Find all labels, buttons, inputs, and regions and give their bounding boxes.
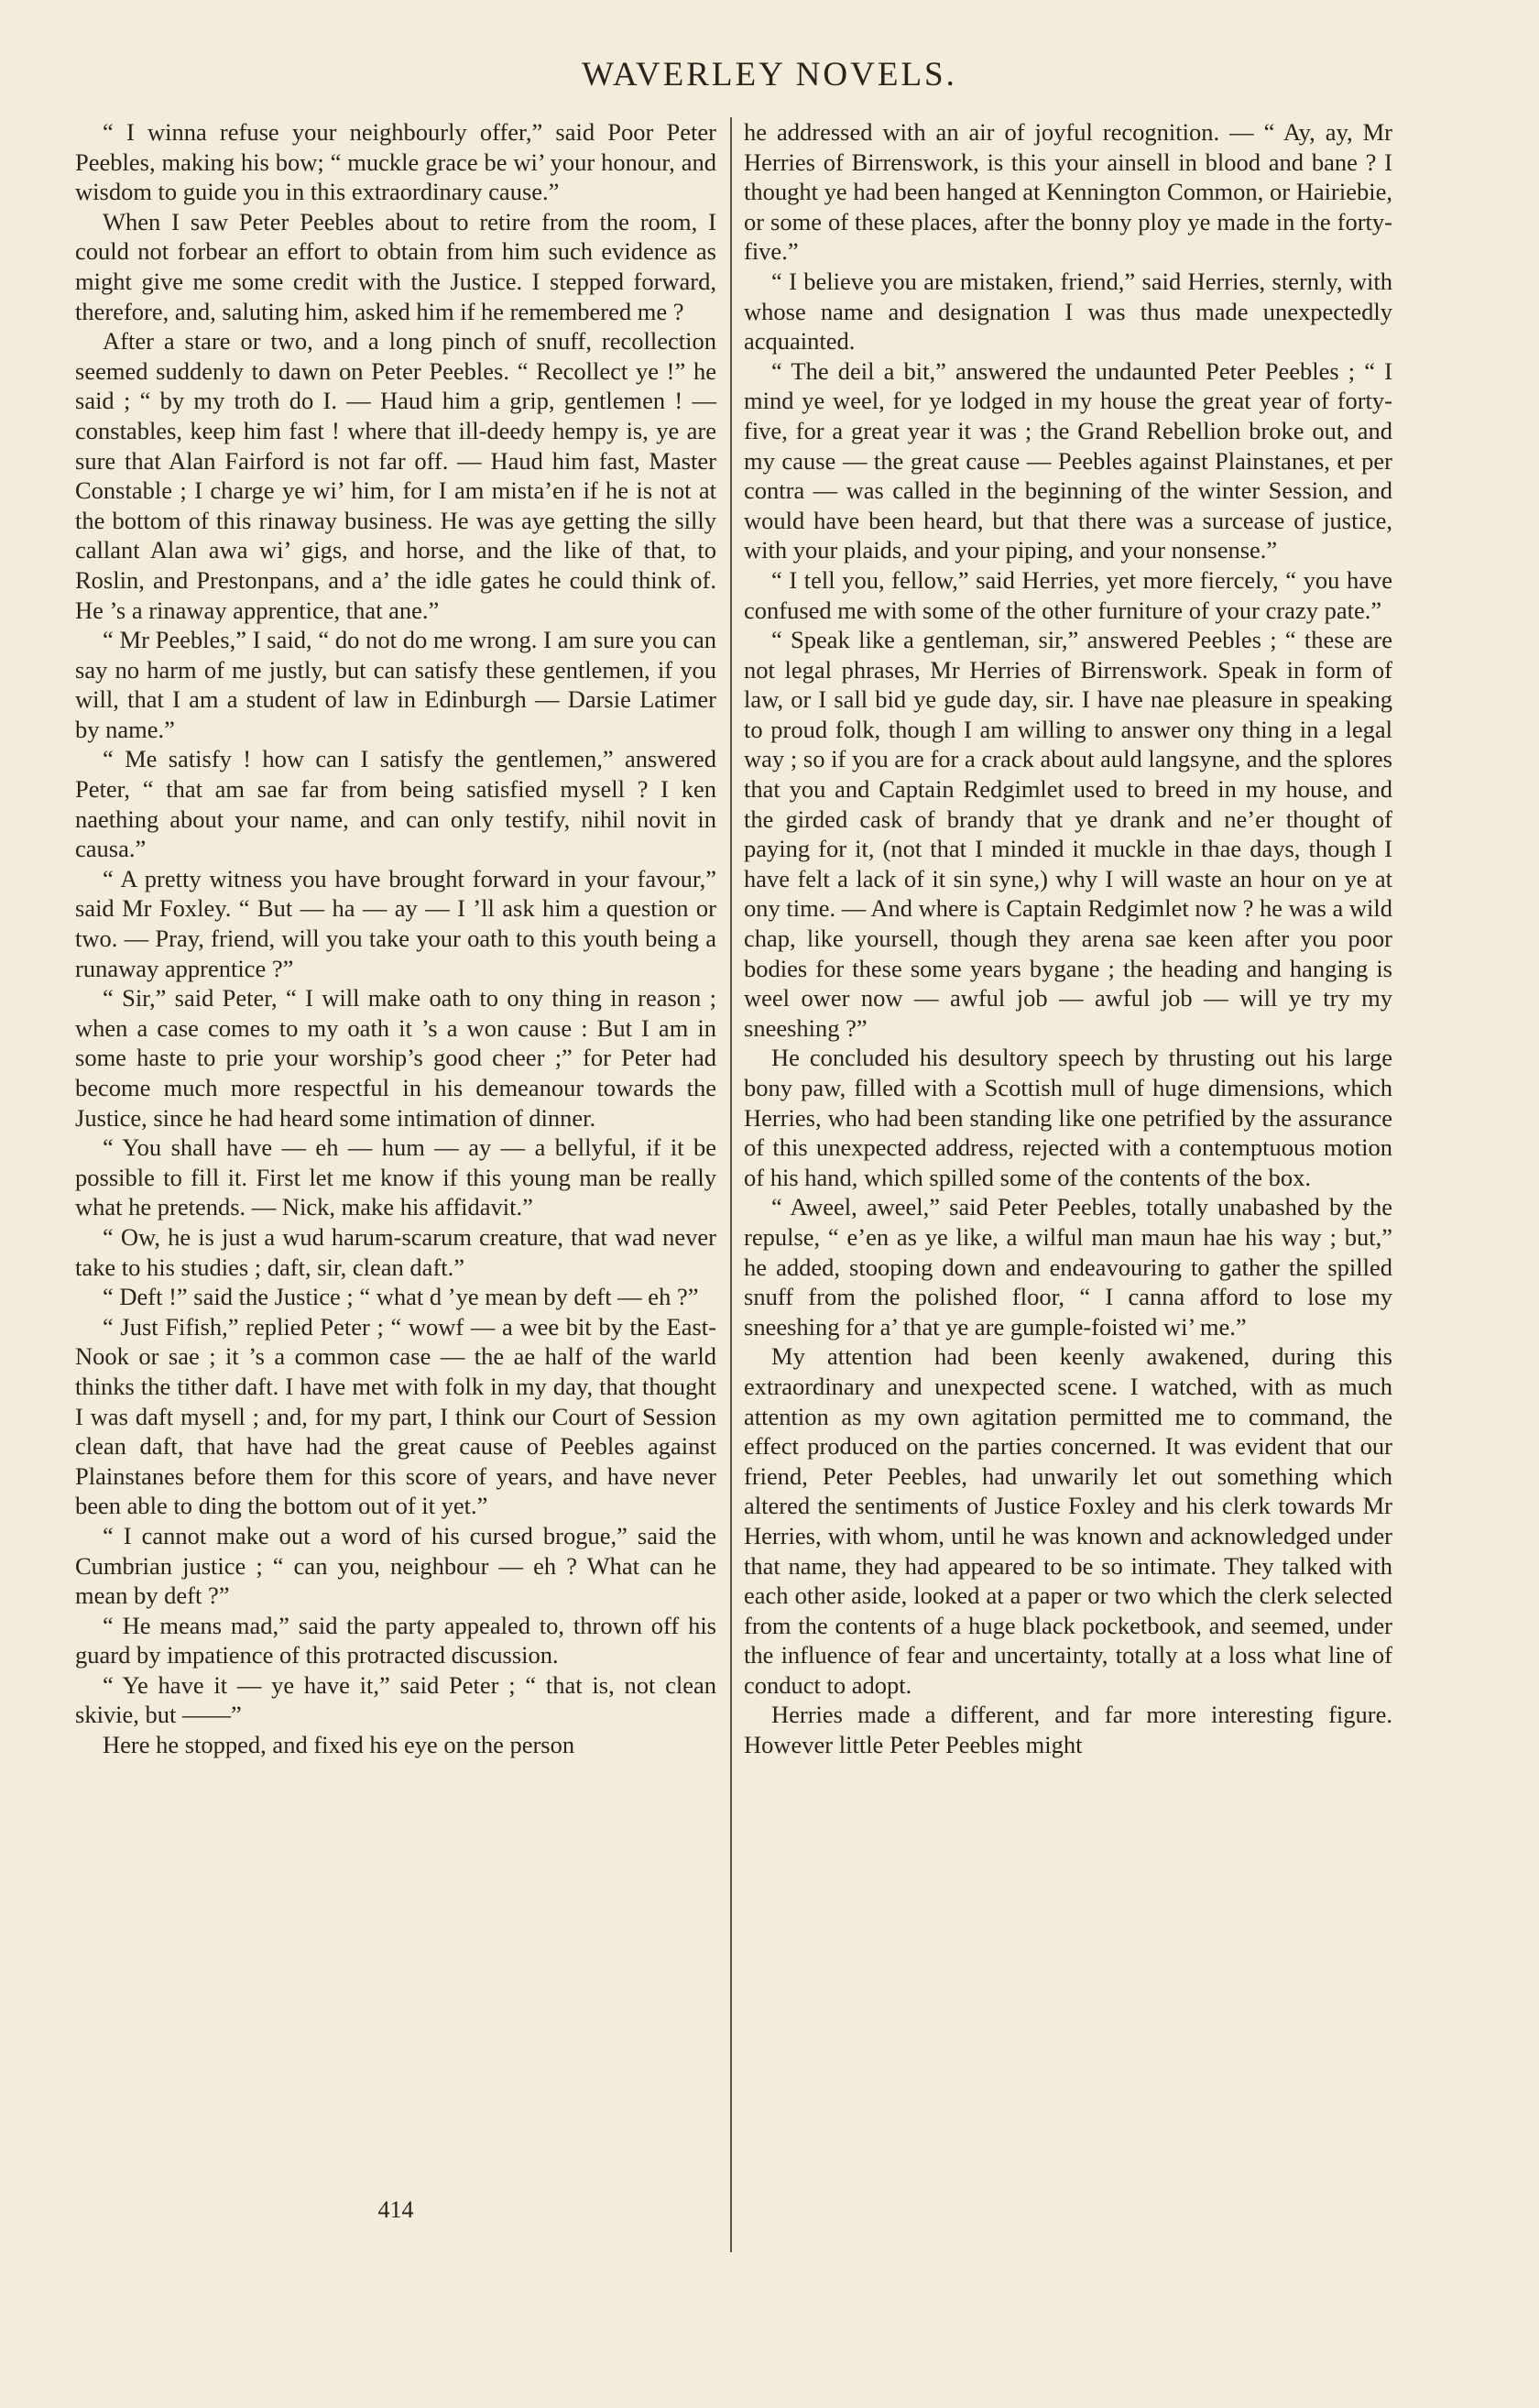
- paragraph: Here he stopped, and fixed his eye on the person: [103, 1731, 575, 1759]
- paragraph: “ You shall have — eh — hum — ay — a bellyful, if it be possible to fill it. First let me know if this young man be really what he pretends. — Nick, make his affidavit.”: [75, 1133, 716, 1221]
- paragraph: Herries made a different, and far more interesting figure. However little Peter Peebles might: [744, 1701, 1392, 1759]
- paragraph: “ A pretty witness you have brought forward in your favour,” said Mr Foxley. “ But — ha — ay — I ’ll ask him a question or two. — Pray, friend, will you take your oath to this youth being a runaway apprentice ?”: [75, 864, 716, 982]
- paragraph: “ Speak like a gentleman, sir,” answered Peebles ; “ these are not legal phrases, Mr Herries of Birrenswork. Speak in form of law, or I sall bid ye gude day, sir. I have nae pleasure in speaking to proud folk, though I am willing to answer ony thing in a legal way ; so if you are for a crack about auld langsyne, and the splores that you and Captain Redgimlet used to breed in my house, and the girded cask of brandy that ye drank and ne’er thought of paying for it, (not that I minded it muckle in thae days, though I have felt a lack of it sin syne,) why I will waste an hour on ye at ony time. — And where is Captain Redgimlet now ? he was a wild chap, like yoursell, though they arena sae keen after you poor bodies for these some years bygane ; the heading and hanging is weel ower now — awful job — awful job — will ye try my sneeshing ?”: [744, 626, 1393, 1042]
- paragraph: “ Mr Peebles,” I said, “ do not do me wrong. I am sure you can say no harm of me justly, but can satisfy these gentlemen, if you will, that I am a student of law in Edinburgh — Darsie Latimer by name.”: [75, 626, 716, 743]
- paragraph: “ I tell you, fellow,” said Herries, yet more fiercely, “ you have confused me with some of the other furniture of your crazy pate.”: [744, 565, 1392, 624]
- paragraph: “ Sir,” said Peter, “ I will make oath to ony thing in reason ; when a case comes to my oath it ’s a won cause : But I am in some haste to prie your worship’s good cheer ;” for Peter had become much more respectful in his demeanour towards the Justice, since he had heard some intimation of dinner.: [75, 984, 716, 1132]
- paragraph: he addressed with an air of joyful recognition. — “ Ay, ay, Mr Herries of Birrenswork, is this your ainsell in blood and bane ? I thought ye had been hanged at Kennington Common, or Hairiebie, or some of these places, after the bonny ploy ye made in the forty-five.”: [744, 118, 1392, 266]
- paragraph: “ The deil a bit,” answered the undaunted Peter Peebles ; “ I mind ye weel, for ye lodged in my house the great year of forty-five, for a great year it was ; the Grand Rebellion broke out, and my cause — the great cause — Peebles against Plainstanes, et per contra — was called in the beginning of the winter Session, and would have been heard, but that there was a surcease of justice, with your plaids, and your piping, and your nonsense.”: [744, 356, 1392, 564]
- paragraph: “ He means mad,” said the party appealed to, thrown off his guard by impatience of this protracted discussion.: [75, 1611, 716, 1669]
- column-divider: [730, 117, 732, 2252]
- left-column: [75, 117, 716, 1760]
- paragraph: He concluded his desultory speech by thrusting out his large bony paw, filled with a Scottish mull of huge dimensions, which Herries, who had been standing like one petrified by the assurance of this unexpected address, rejected with a contemptuous motion of his hand, which spilled some of the contents of the box.: [744, 1044, 1392, 1191]
- right-column: [744, 117, 1392, 1760]
- page-number: 414: [377, 2196, 414, 2223]
- paragraph: “ I cannot make out a word of his cursed brogue,” said the Cumbrian justice ; “ can you, neighbour — eh ? What can he mean by deft ?”: [75, 1521, 716, 1610]
- paragraph: “ Aweel, aweel,” said Peter Peebles, totally unabashed by the repulse, “ e’en as ye like, a wilful man maun hae his way ; but,” he added, stooping down and endeavouring to gather the spilled snuff from the polished floor, “ I canna afford to lose my sneeshing for a’ that ye are gumple-foisted wi’ me.”: [744, 1193, 1392, 1341]
- running-title: WAVERLEY NOVELS.: [582, 56, 957, 93]
- paragraph: When I saw Peter Peebles about to retire from the room, I could not forbear an effort to obtain from him such evidence as might give me some credit with the Justice. I stepped forward, therefore, and, saluting him, asked him if he remembered me ?: [75, 207, 716, 325]
- paragraph: “ Ow, he is just a wud harum-scarum creature, that wad never take to his studies ; daft, sir, clean daft.”: [75, 1222, 716, 1281]
- paragraph: “ Just Fifish,” replied Peter ; “ wowf — a wee bit by the East-Nook or sae ; it ’s a common case — the ae half of the warld thinks the tither daft. I have met with folk in my day, that thought I was daft mysell ; and, for my part, I think our Court of Session clean daft, that have had the great cause of Peebles against Plainstanes before them for this score of years, and have never been able to ding the bottom out of it yet.”: [75, 1312, 716, 1520]
- paragraph: My attention had been keenly awakened, during this extraordinary and unexpected scene. I watched, with as much attention as my own agitation permitted me to command, the effect produced on the parties concerned. It was evident that our friend, Peter Peebles, had unwarily let out something which altered the sentiments of Justice Foxley and his clerk towards Mr Herries, with whom, until he was known and acknowledged under that name, they had appeared to be so intimate. They talked with each other aside, looked at a paper or two which the clerk selected from the contents of a huge black pocketbook, and seemed, under the influence of fear and uncertainty, totally at a loss what line of conduct to adopt.: [744, 1342, 1392, 1699]
- paragraph: “ Deft !” said the Justice ; “ what d ’ye mean by deft — eh ?”: [103, 1283, 699, 1311]
- paragraph: “ Me satisfy ! how can I satisfy the gentlemen,” answered Peter, “ that am sae far from being satisfied mysell ? I ken naething about your name, and can only testify, nihil novit in causa.”: [75, 745, 716, 863]
- paragraph: “ I believe you are mistaken, friend,” said Herries, sternly, with whose name and designation I was thus made unexpectedly acquainted.: [744, 267, 1392, 356]
- paragraph: “ I winna refuse your neighbourly offer,” said Poor Peter Peebles, making his bow; “ muckle grace be wi’ your honour, and wisdom to guide you in this extraordinary cause.”: [75, 118, 716, 206]
- paragraph: “ Ye have it — ye have it,” said Peter ; “ that is, not clean skivie, but ——”: [75, 1670, 716, 1729]
- paragraph: After a stare or two, and a long pinch of snuff, recollection seemed suddenly to dawn on Peter Peebles. “ Recollect ye !” he said ; “ by my troth do I. — Haud him a grip, gentlemen ! — constables, keep him fast ! where that ill-deedy hempy is, ye are sure that Alan Fairford is not far off. — Haud him fast, Master Constable ; I charge ye wi’ him, for I am mista’en if he is not at the bottom of this rinaway business. He was aye getting the silly callant Alan awa wi’ gigs, and horse, and the like of that, to Roslin, and Prestonpans, and a’ the idle gates he could think of. He ’s a rinaway apprentice, that ane.”: [75, 327, 716, 624]
